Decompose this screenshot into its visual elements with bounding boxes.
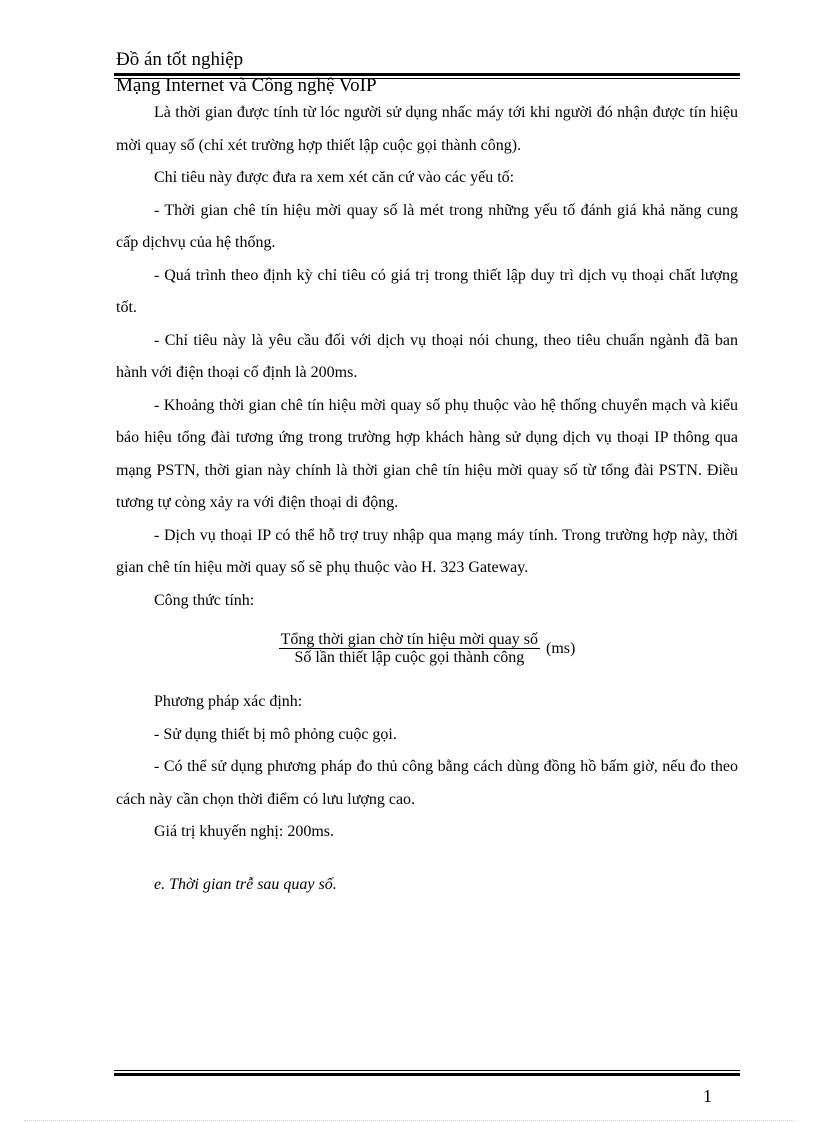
footer-rule-bottom [114,1073,740,1076]
formula-unit: (ms) [546,640,576,657]
formula-denominator: Số lần thiết lập cuộc gọi thành công [294,649,525,666]
paragraph: - Khoảng thời gian chê tín hiệu mời quay số phụ thuộc vào hệ thống chuyển mạch và kiểu báo hiệu tổng đài tương ứng trong trường hợp khách hàng sử dụng dịch vụ thoại IP thông qua mạng PSTN, thời gian này chính là thời gian chê tín hiệu mời quay số từ tổng đài PSTN. Điều tương tự còng xảy ra với điện thoại di động. [116,396,738,511]
page-number: 1 [703,1086,712,1106]
paragraph: Là thời gian được tính từ lóc người sử dụng nhấc máy tới khi người đó nhận được tín hiệu mời quay số (chỉ xét trường hợp thiết lập cuộc gọi thành công). [116,104,738,154]
paragraph: - Thời gian chê tín hiệu mời quay số là mét trong những yếu tố đánh giá khả năng cung cấp dịchvụ của hệ thống. [116,201,738,251]
paragraph: Công thức tính: [154,591,255,609]
header-title: Đồ án tốt nghiệp [116,49,244,70]
page-edge-dots [24,1120,794,1121]
formula-fraction [279,631,540,666]
method-item: - Sử dụng thiết bị mô phỏng cuộc gọi. [154,725,397,743]
formula [116,631,738,666]
footer-rule-top [114,1070,740,1071]
method-heading: Phương pháp xác định: [154,693,303,710]
paragraph: - Chỉ tiêu này là yêu cầu đối với dịch vụ thoại nói chung, theo tiêu chuẩn ngành đã ban hành với điện thoại cố định là 200ms. [116,331,738,381]
header-subtitle: Mạng Internet và Công nghệ VoIP [116,75,377,96]
formula-numerator: Tổng thời gian chờ tín hiệu mời quay số [280,631,539,648]
section-heading: e. Thời gian trễ sau quay số. [154,875,337,893]
method-item: - Có thể sử dụng phương pháp đo thủ công bằng cách dùng đồng hồ bấm giờ, nếu đo theo cách này cần chọn thời điểm có lưu lượng cao. [116,758,738,808]
paragraph: - Dịch vụ thoại IP có thể hỗ trợ truy nhập qua mạng máy tính. Trong trường hợp này, thời gian chê tín hiệu mời quay số sẽ phụ thuộc vào H. 323 Gateway. [116,526,738,576]
paragraph: - Quá trình theo định kỳ chỉ tiêu có giá trị trong thiết lập duy trì dịch vụ thoại chất lượng tốt. [116,266,738,316]
paragraph: Chỉ tiêu này được đưa ra xem xét căn cứ vào các yếu tố: [154,169,515,186]
recommended-value: Giá trị khuyến nghị: 200ms. [154,823,334,840]
document-body [116,97,738,901]
